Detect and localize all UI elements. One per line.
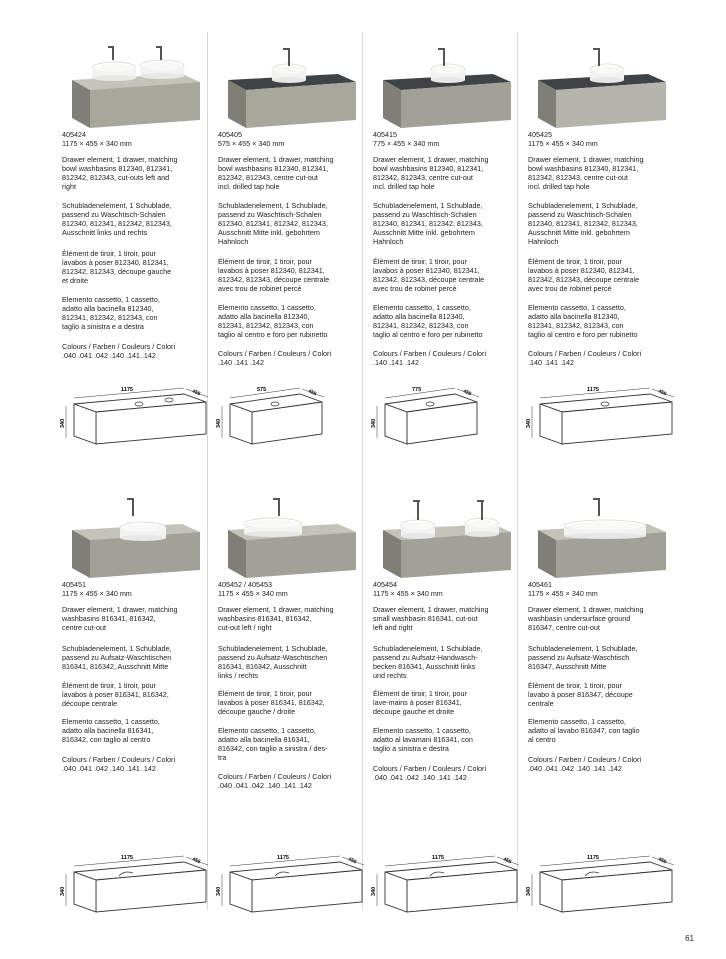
dimension-depth: 455 bbox=[657, 388, 668, 398]
product-photo bbox=[218, 40, 358, 128]
colour-options: Colours / Farben / Couleurs / Colori .040 .041 .042 .140 .141 .142 bbox=[218, 772, 332, 790]
technical-drawing bbox=[54, 842, 202, 927]
product-code: 405415 bbox=[373, 130, 397, 139]
product-photo bbox=[218, 490, 358, 578]
description-it: Elemento cassetto, 1 cassetto, adatto al lavabo 816347, con taglio al centro bbox=[528, 717, 640, 744]
product-dimensions: 1175 × 455 × 340 mm bbox=[62, 139, 132, 148]
product-photo bbox=[373, 490, 513, 578]
product-code: 405405 bbox=[218, 130, 242, 139]
dimension-depth: 455 bbox=[307, 388, 318, 398]
description-de: Schubladenelement, 1 Schublade, passend zu Waschtisch-Schalen 812340, 812341, 812342, 812343, Ausschnitt Mitte inkl. gebohrtem Hahnloch bbox=[218, 201, 328, 246]
dimension-depth: 455 bbox=[191, 388, 202, 398]
product-photo bbox=[528, 490, 668, 578]
description-en: Drawer element, 1 drawer, matching bowl washbasins 812340, 812341, 812342, 812343, cut-outs left and right bbox=[62, 155, 178, 191]
product-photo bbox=[62, 490, 202, 578]
page-number: 61 bbox=[685, 934, 694, 943]
technical-drawing bbox=[520, 842, 668, 927]
description-de: Schubladenelement, 1 Schublade, passend zu Waschtisch-Schalen 812340, 812341, 812342, 812343, Ausschnitt Mitte inkl. gebohrtem Hahnloch bbox=[528, 201, 638, 246]
product-code: 405454 bbox=[373, 580, 397, 589]
technical-drawing bbox=[365, 374, 505, 459]
description-it: Elemento cassetto, 1 cassetto, adatto alla bacinella 812340, 812341, 812342, 812343, con taglio al centro e foro per rubinetto bbox=[373, 303, 483, 339]
technical-drawing bbox=[210, 374, 350, 459]
dimension-width: 1175 bbox=[121, 387, 133, 393]
description-de: Schubladenelement, 1 Schublade, passend zu Aufsatz-Waschtischen 816341, 816342, Ausschnitt Mitte bbox=[62, 644, 172, 671]
description-de: Schubladenelement, 1 Schublade, passend zu Waschtisch-Schalen 812340, 812341, 812342, 812343, Ausschnitt links und rechts bbox=[62, 201, 172, 237]
dimension-width: 775 bbox=[412, 387, 422, 393]
product-photo bbox=[62, 40, 202, 128]
dimension-height: 340 bbox=[371, 418, 377, 428]
dimension-width: 575 bbox=[257, 387, 267, 393]
dimension-depth: 455 bbox=[347, 856, 358, 866]
dimension-depth: 455 bbox=[462, 388, 473, 398]
dimension-height: 340 bbox=[526, 418, 532, 428]
technical-drawing bbox=[210, 842, 358, 927]
dimension-width: 1175 bbox=[432, 855, 444, 861]
product-code: 405461 bbox=[528, 580, 552, 589]
dimension-width: 1175 bbox=[277, 855, 289, 861]
product-code: 405451 bbox=[62, 580, 86, 589]
product-dimensions: 575 × 455 × 340 mm bbox=[218, 139, 285, 148]
dimension-width: 1175 bbox=[587, 387, 599, 393]
description-de: Schubladenelement, 1 Schublade, passend zu Aufsatz-Waschtisch 816347, Ausschnitt Mitte bbox=[528, 644, 638, 671]
product-code: 405424 bbox=[62, 130, 86, 139]
product-dimensions: 1175 × 455 × 340 mm bbox=[62, 589, 132, 598]
description-it: Elemento cassetto, 1 cassetto, adatto alla bacinella 812340, 812341, 812342, 812343, con taglio al centro e foro per rubinetto bbox=[218, 303, 328, 339]
description-en: Drawer element, 1 drawer, matching bowl washbasins 812340, 812341, 812342, 812343, centre cut-out incl. drilled tap hole bbox=[373, 155, 489, 191]
description-fr: Élément de tiroir, 1 tiroir, pour lavabos à poser 816341, 816342, découpe gauche / droite bbox=[218, 689, 325, 716]
product-dimensions: 775 × 455 × 340 mm bbox=[373, 139, 440, 148]
description-en: Drawer element, 1 drawer, matching washbasin undersurface ground 816347, centre cut-out bbox=[528, 605, 644, 632]
description-fr: Élément de tiroir, 1 tiroir, pour lavabos à poser 812340, 812341, 812342, 812343, découpe centrale avec trou de robinet percé bbox=[373, 257, 485, 293]
product-dimensions: 1175 × 455 × 340 mm bbox=[528, 139, 598, 148]
description-en: Drawer element, 1 drawer, matching bowl washbasins 812340, 812341, 812342, 812343, centre cut-out incl. drilled tap hole bbox=[218, 155, 334, 191]
dimension-depth: 455 bbox=[657, 856, 668, 866]
dimension-width: 1175 bbox=[587, 855, 599, 861]
product-photo bbox=[528, 40, 668, 128]
dimension-height: 340 bbox=[526, 886, 532, 896]
dimension-height: 340 bbox=[60, 886, 66, 896]
description-en: Drawer element, 1 drawer, matching washbasins 816341, 816342, centre cut-out bbox=[62, 605, 178, 632]
colour-options: Colours / Farben / Couleurs / Colori .040 .041 .042 .140 .141 .142 bbox=[62, 755, 176, 773]
description-en: Drawer element, 1 drawer, matching washbasins 816341, 816342, cut-out left / right bbox=[218, 605, 334, 632]
product-dimensions: 1175 × 455 × 340 mm bbox=[373, 589, 443, 598]
technical-drawing bbox=[365, 842, 513, 927]
description-fr: Élément de tiroir, 1 tiroir, pour lavabos à poser 812340, 812341, 812342, 812343, découpe centrale avec trou de robinet percé bbox=[528, 257, 640, 293]
product-dimensions: 1175 × 455 × 340 mm bbox=[218, 589, 288, 598]
product-dimensions: 1175 × 455 × 340 mm bbox=[528, 589, 598, 598]
colour-options: Colours / Farben / Couleurs / Colori .140 .141 .142 bbox=[528, 349, 642, 367]
description-it: Elemento cassetto, 1 cassetto, adatto alla bacinella 812340, 812341, 812342, 812343, con taglio al centro e foro per rubinetto bbox=[528, 303, 638, 339]
colour-options: Colours / Farben / Couleurs / Colori .040 .041 .042 .140 .141 .142 bbox=[62, 342, 176, 360]
colour-options: Colours / Farben / Couleurs / Colori .140 .141 .142 bbox=[373, 349, 487, 367]
description-it: Elemento cassetto, 1 cassetto, adatto alla bacinella 816341, 816342, con taglio al centro bbox=[62, 717, 160, 744]
description-fr: Élément de tiroir, 1 tiroir, pour lavabos à poser 812340, 812341, 812342, 812343, découpe gauche et droite bbox=[62, 249, 172, 285]
dimension-height: 340 bbox=[216, 418, 222, 428]
description-en: Drawer element, 1 drawer, matching bowl washbasins 812340, 812341, 812342, 812343, centre cut-out incl. drilled tap hole bbox=[528, 155, 644, 191]
description-it: Elemento cassetto, 1 cassetto, adatto alla bacinella 816341, 816342, con taglio a sinistra / des- tra bbox=[218, 726, 328, 762]
description-it: Elemento cassetto, 1 cassetto, adatto al lavamani 816341, con taglio a sinistra e destra bbox=[373, 726, 473, 753]
technical-drawing bbox=[520, 374, 668, 459]
colour-options: Colours / Farben / Couleurs / Colori .140 .141 .142 bbox=[218, 349, 332, 367]
dimension-depth: 455 bbox=[502, 856, 513, 866]
description-fr: Élément de tiroir, 1 tiroir, pour lave-mains à poser 816341, découpe gauche et droite bbox=[373, 689, 467, 716]
dimension-depth: 455 bbox=[191, 856, 202, 866]
description-fr: Élément de tiroir, 1 tiroir, pour lavabos à poser 812340, 812341, 812342, 812343, découpe centrale avec trou de robinet percé bbox=[218, 257, 330, 293]
description-fr: Élément de tiroir, 1 tiroir, pour lavabo à poser 816347, découpe centrale bbox=[528, 681, 633, 708]
product-photo bbox=[373, 40, 513, 128]
product-code: 405425 bbox=[528, 130, 552, 139]
description-fr: Élément de tiroir, 1 tiroir, pour lavabos à poser 816341, 816342, découpe centrale bbox=[62, 681, 169, 708]
dimension-height: 340 bbox=[371, 886, 377, 896]
dimension-height: 340 bbox=[216, 886, 222, 896]
dimension-width: 1175 bbox=[121, 855, 133, 861]
product-code: 405452 / 405453 bbox=[218, 580, 272, 589]
description-it: Elemento cassetto, 1 cassetto, adatto alla bacinella 812340, 812341, 812342, 812343, con taglio a sinistra e a destra bbox=[62, 295, 160, 331]
description-de: Schubladenelement, 1 Schublade, passend zu Aufsatz-Handwasch- becken 816341, Ausschnitt links und rechts bbox=[373, 644, 483, 680]
description-de: Schubladenelement, 1 Schublade, passend zu Waschtisch-Schalen 812340, 812341, 812342, 812343, Ausschnitt Mitte inkl. gebohrtem Hahnloch bbox=[373, 201, 483, 246]
technical-drawing bbox=[54, 374, 202, 459]
dimension-height: 340 bbox=[60, 418, 66, 428]
description-en: Drawer element, 1 drawer, matching small washbasin 816341, cut-out left and right bbox=[373, 605, 489, 632]
colour-options: Colours / Farben / Couleurs / Colori .040 .041 .042 .140 .141 .142 bbox=[528, 755, 642, 773]
description-de: Schubladenelement, 1 Schublade, passend zu Aufsatz-Waschtischen 816341, 816342, Ausschnitt links / rechts bbox=[218, 644, 328, 680]
colour-options: Colours / Farben / Couleurs / Colori .040 .041 .042 .140 .141 .142 bbox=[373, 764, 487, 782]
